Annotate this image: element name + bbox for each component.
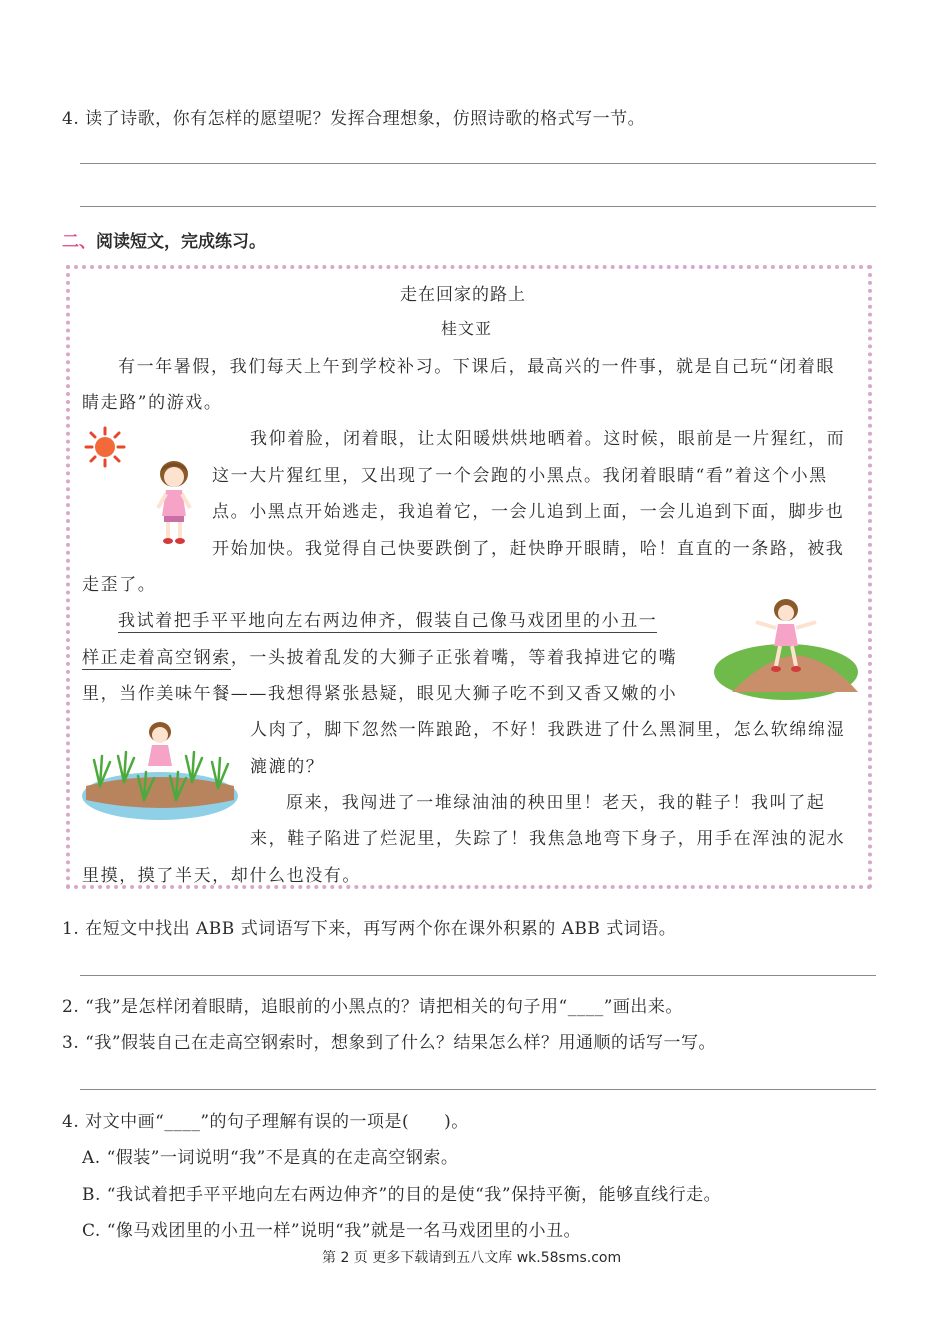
option-c: C. “像马戏团里的小丑一样”说明“我”就是一名马戏团里的小丑。 <box>82 1221 581 1241</box>
answer-line <box>80 975 876 976</box>
girl-walking-illustration <box>150 458 198 546</box>
passage-line: 人肉了，脚下忽然一阵踉跄，不好！我跌进了什么黑洞里，怎么软绵绵湿 <box>250 720 846 740</box>
question-1: 1. 在短文中找出 ABB 式词语写下来，再写两个你在课外积累的 ABB 式词语。 <box>62 919 677 939</box>
section-heading <box>62 227 266 252</box>
question-poem-wish: 4. 读了诗歌，你有怎样的愿望呢？发挥合理想象，仿照诗歌的格式写一节。 <box>62 109 646 129</box>
question-3: 3. “我”假装自己在走高空钢索时，想象到了什么？结果怎么样？用通顺的话写一写。 <box>62 1033 717 1053</box>
passage-line: 样正走着高空钢索，一头披着乱发的大狮子正张着嘴，等着我掉进它的嘴 <box>82 648 678 668</box>
passage-line: 原来，我闯进了一堆绿油油的秧田里！老天，我的鞋子！我叫了起 <box>286 793 826 813</box>
page-footer: 第 2 页 更多下载请到五八文库 wk.58sms.com <box>322 1250 622 1266</box>
underlined-sentence: 样正走着高空钢索 <box>82 648 231 668</box>
passage-line: 点。小黑点开始逃走，我追着它，一会儿追到上面，一会儿追到下面，脚步也 <box>212 502 845 522</box>
answer-line <box>80 163 876 164</box>
passage-line: 里摸，摸了半天，却什么也没有。 <box>82 866 361 886</box>
passage-line: 走歪了。 <box>82 575 157 595</box>
section-title: 阅读短文，完成练习。 <box>96 232 266 252</box>
passage-line-underlined <box>118 606 657 631</box>
section-number: 二、 <box>62 232 96 252</box>
passage-line: 我仰着脸，闭着眼，让太阳暖烘烘地晒着。这时候，眼前是一片猩红，而 <box>250 429 846 449</box>
underlined-sentence: 我试着把手平平地向左右两边伸齐，假装自己像马戏团里的小丑一 <box>118 611 658 631</box>
option-a: A. “假装”一词说明“我”不是真的在走高空钢索。 <box>82 1148 459 1168</box>
question-4: 4. 对文中画“____”的句子理解有误的一项是( )。 <box>62 1112 469 1132</box>
passage-line: 里，当作美味午餐——我想得紧张悬疑，眼见大狮子吃不到又香又嫩的小 <box>82 684 678 704</box>
passage-line: 来，鞋子陷进了烂泥里，失踪了！我焦急地弯下身子，用手在浑浊的泥水 <box>250 829 846 849</box>
passage-author: 桂文亚 <box>441 319 493 338</box>
passage-title: 走在回家的路上 <box>400 285 526 305</box>
passage-line: 开始加快。我觉得自己快要跌倒了，赶快睁开眼睛，哈！直直的一条路，被我 <box>212 539 845 559</box>
passage-line: 睛走路”的游戏。 <box>82 393 223 413</box>
question-2: 2. “我”是怎样闭着眼睛，追眼前的小黑点的？请把相关的句子用“____”画出来。 <box>62 997 683 1017</box>
passage-line: 漉漉的？ <box>250 757 325 777</box>
passage-line: 有一年暑假，我们每天上午到学校补习。下课后，最高兴的一件事，就是自己玩“闭着眼 <box>118 357 836 377</box>
girl-rice-field-illustration <box>80 716 240 822</box>
sun-icon <box>84 426 126 468</box>
option-b: B. “我试着把手平平地向左右两边伸齐”的目的是使“我”保持平衡，能够直线行走。 <box>82 1185 722 1205</box>
answer-line <box>80 206 876 207</box>
passage-line: 这一大片猩红里，又出现了一个会跑的小黑点。我闭着眼睛“看”着这个小黑 <box>212 466 828 486</box>
girl-balancing-illustration <box>712 592 860 704</box>
answer-line <box>80 1089 876 1090</box>
